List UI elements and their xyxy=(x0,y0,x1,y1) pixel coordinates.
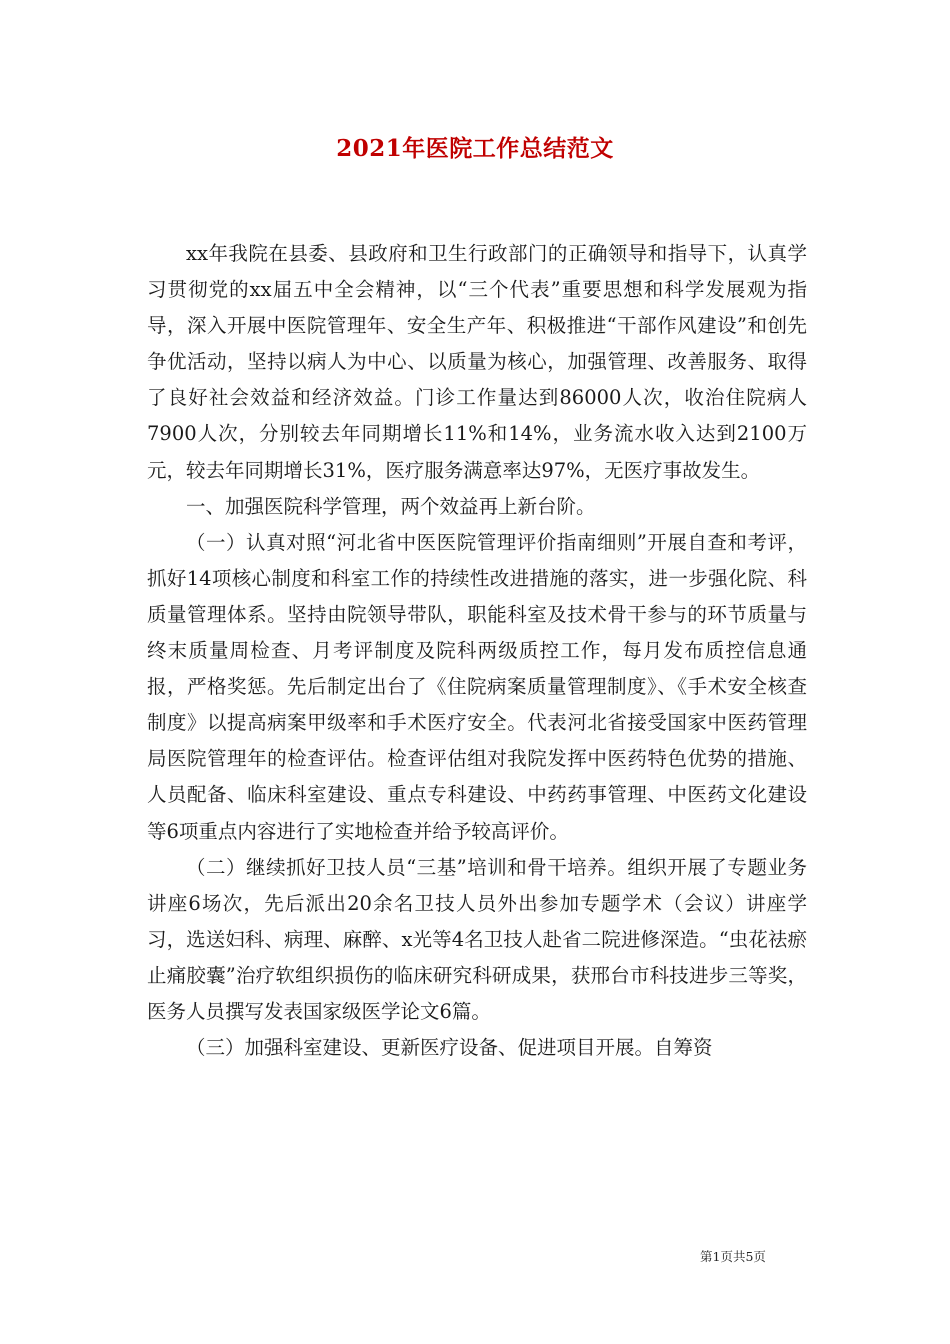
paragraph-section-1-item-3: （三）加强科室建设、更新医疗设备、促进项目开展。自筹资 xyxy=(186,1036,713,1060)
document-title: 2021年医院工作总结范文 xyxy=(336,135,614,162)
paragraph-section-1-item-1: （一）认真对照“河北省中医医院管理评价指南细则”开展自查和考评，抓好14项核心制度和科室工作的持续性改进措施的落实，进一步强化院、科质量管理体系。坚持由院领导带队，职能科室及技术骨干参与的环节质量与终末质量周检查、月考评制度及院科两级质控工作，每月发布质控信息通报，严格奖惩。先后制定出台了《住院病案质量管理制度》、《手术安全核查制度》以提高病案甲级率和手术医疗安全。代表河北省接受国家中医药管理局医院管理年的检查评估。检查评估组对我院发挥中医药特色优势的措施、人员配备、临床科室建设、重点专科建设、中药药事管理、中医药文化建设等6项重点内容进行了实地检查并给予较高评价。 xyxy=(147,530,807,843)
section-heading-1: 一、加强医院科学管理，两个效益再上新台阶。 xyxy=(186,494,596,518)
page-number-footer: 第1页共5页 xyxy=(700,1249,766,1264)
paragraph-section-1-item-2: （二）继续抓好卫技人员“三基”培训和骨干培养。组织开展了专题业务讲座6场次，先后派出20余名卫技人员外出参加专题学术（会议）讲座学习，选送妇科、病理、麻醉、x光等4名卫技人赴省二院进修深造。“虫花祛瘀止痛胶囊”治疗软组织损伤的临床研究科研成果，获邢台市科技进步三等奖，医务人员撰写发表国家级医学论文6篇。 xyxy=(147,855,807,1023)
paragraph-intro: xx年我院在县委、县政府和卫生行政部门的正确领导和指导下，认真学习贯彻党的xx届五中全会精神，以“三个代表”重要思想和科学发展观为指导，深入开展中医院管理年、安全生产年、积极推进“干部作风建设”和创先争优活动，坚持以病人为中心、以质量为核心，加强管理、改善服务、取得了良好社会效益和经济效益。门诊工作量达到86000人次，收治住院病人7900人次，分别较去年同期增长11%和14%，业务流水收入达到2100万元，较去年同期增长31%，医疗服务满意率达97%，无医疗事故发生。 xyxy=(147,242,807,482)
document-body xyxy=(147,236,807,1066)
